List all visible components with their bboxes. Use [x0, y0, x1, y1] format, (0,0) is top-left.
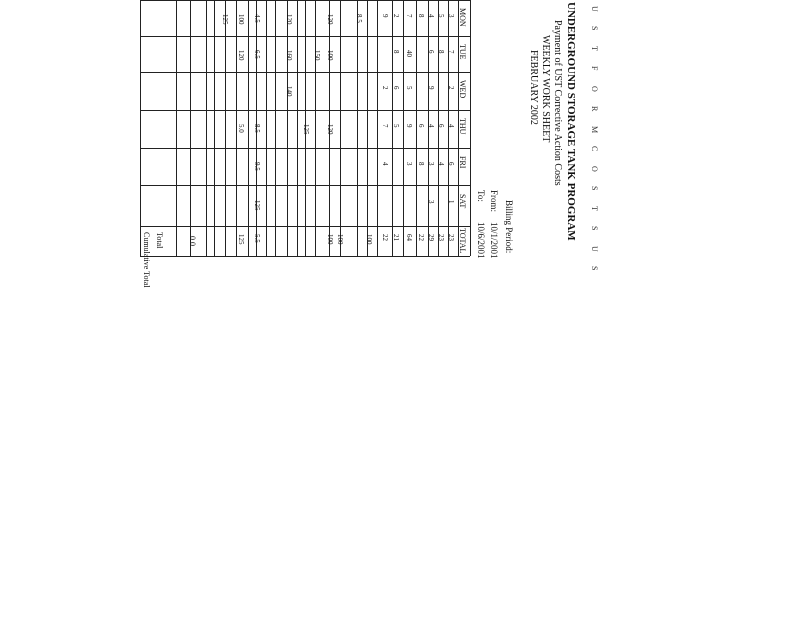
table-column-rule [266, 0, 267, 256]
table-column-rule [448, 0, 449, 256]
table-column-rule [357, 0, 358, 256]
from-value: 10/1/2001 [489, 222, 499, 259]
table-cell: 125 [253, 200, 261, 211]
table-cell: 3 [427, 200, 435, 204]
table-cell: 40 [405, 50, 413, 57]
side-note-letter: S [590, 26, 599, 31]
table-cell: 3 [405, 162, 413, 166]
table-cell: 21 [392, 234, 400, 241]
side-note-letter: S [590, 266, 599, 271]
table-cell: 6 [437, 124, 445, 128]
table-column-rule [403, 0, 404, 256]
column-header: MON [458, 8, 467, 27]
table-cell: 5 [437, 14, 445, 18]
table-cell: 160 [285, 50, 293, 61]
side-note-letter: T [590, 206, 599, 211]
table-column-rule [470, 0, 471, 256]
table-column-rule [297, 0, 298, 256]
table-cell: 4 [381, 162, 389, 166]
from-label: From: [489, 190, 499, 213]
table-cell: 100 [365, 234, 373, 245]
table-cell: 1 [447, 200, 455, 204]
table-cell: 5.5 [253, 234, 261, 243]
table-cell: 120 [326, 124, 334, 135]
table-cell: 5.0 [237, 124, 245, 133]
table-cell: 4 [427, 124, 435, 128]
table-cell: 8.5 [253, 124, 261, 133]
table-cell: 6 [447, 162, 455, 166]
column-header: THU [458, 118, 467, 135]
column-header: TUE [458, 44, 467, 60]
table-column-rule [340, 0, 341, 256]
total-label: Total [155, 232, 164, 249]
table-cell: 120 [237, 50, 245, 61]
side-note-letter: M [590, 126, 599, 134]
side-note-letter: U [590, 6, 599, 12]
table-cell: 7 [405, 14, 413, 18]
table-cell: 64 [405, 234, 413, 241]
to-value: 10/6/2001 [476, 222, 486, 259]
table-cell: 4 [427, 14, 435, 18]
table-column-rule [275, 0, 276, 256]
table-cell: 125 [302, 124, 310, 135]
table-cell: 2 [392, 14, 400, 18]
table-cell: 9 [405, 124, 413, 128]
table-column-rule [140, 0, 141, 256]
billing-period-label: Billing Period: [504, 200, 514, 254]
table-cell: 6 [392, 86, 400, 90]
table-column-rule [367, 0, 368, 256]
table-cell: 4 [437, 162, 445, 166]
table-column-rule [287, 0, 288, 256]
table-cell: 125 [237, 234, 245, 245]
table-row-rule [140, 72, 470, 73]
document-title: UNDERGROUND STORAGE TANK PROGRAM [565, 2, 577, 241]
cumulative-total-label: Cumulative Total [142, 232, 151, 288]
to-label: To: [476, 190, 486, 202]
table-cell: 100 [326, 50, 334, 61]
table-column-rule [214, 0, 215, 256]
table-cell: 6 [427, 50, 435, 54]
table-cell: 9 [381, 14, 389, 18]
table-cell: 100 [237, 14, 245, 25]
table-cell: 9.5 [253, 162, 261, 171]
table-column-rule [176, 0, 177, 256]
side-note-letter: S [590, 186, 599, 191]
table-cell: 6.5 [253, 50, 261, 59]
table-row-rule [140, 0, 470, 1]
side-note-letter: F [590, 66, 599, 71]
table-cell: 100 [326, 234, 334, 245]
table-cell: 8.5 [355, 14, 363, 23]
table-cell: 120 [326, 14, 334, 25]
table-cell: 8 [417, 14, 425, 18]
table-cell: 7 [447, 50, 455, 54]
period-label: FEBRUARY 2002 [528, 50, 539, 125]
column-header: FRI [458, 156, 467, 169]
table-column-rule [248, 0, 249, 256]
table-column-rule [438, 0, 439, 256]
table-cell: 6 [417, 124, 425, 128]
left-value-label: 0.0 [188, 236, 197, 246]
table-cell: 3 [427, 162, 435, 166]
table-cell: 120 [285, 14, 293, 25]
column-header: WED [458, 80, 467, 99]
table-cell: 5 [405, 86, 413, 90]
table-column-rule [206, 0, 207, 256]
table-cell: 22 [381, 234, 389, 241]
table-row-rule [140, 226, 470, 227]
table-column-rule [392, 0, 393, 256]
table-cell: 8 [417, 162, 425, 166]
table-cell: 2 [447, 86, 455, 90]
table-cell: 4.5 [253, 14, 261, 23]
table-cell: 7 [381, 124, 389, 128]
document-subtitle: Payment of UST Corrective Action Costs [552, 20, 563, 186]
side-note-letter: O [590, 86, 599, 92]
side-note-letter: O [590, 166, 599, 172]
table-cell: 4 [447, 124, 455, 128]
side-note-letter: T [590, 46, 599, 51]
table-column-rule [190, 0, 191, 256]
column-header: TOTAL [458, 228, 467, 254]
table-column-rule [377, 0, 378, 256]
table-row-rule [140, 185, 470, 186]
table-cell: 29 [427, 234, 435, 241]
table-cell: 5 [392, 124, 400, 128]
table-cell: 100 [336, 234, 344, 245]
table-column-rule [315, 0, 316, 256]
table-row-rule [140, 110, 470, 111]
table-column-rule [225, 0, 226, 256]
table-row-rule [140, 36, 470, 37]
table-cell: 125 [221, 14, 229, 25]
table-cell: 150 [313, 50, 321, 61]
table-row-rule [140, 148, 470, 149]
worksheet-label: WEEKLY WORK SHEET [540, 35, 551, 143]
side-note-letter: C [590, 146, 599, 152]
table-cell: 9 [427, 86, 435, 90]
table-cell: 8 [392, 50, 400, 54]
table-cell: 23 [447, 234, 455, 241]
side-note-letter: S [590, 226, 599, 231]
table-cell: 140 [285, 86, 293, 97]
table-cell: 23 [437, 234, 445, 241]
table-cell: 22 [417, 234, 425, 241]
table-row-rule [140, 256, 470, 257]
side-note-letter: R [590, 106, 599, 112]
side-note-letter: U [590, 246, 599, 252]
table-column-rule [428, 0, 429, 256]
table-column-rule [416, 0, 417, 256]
column-header: SAT [458, 194, 467, 209]
table-cell: 3 [447, 14, 455, 18]
table-cell: 8 [437, 50, 445, 54]
table-cell: 2 [381, 86, 389, 90]
